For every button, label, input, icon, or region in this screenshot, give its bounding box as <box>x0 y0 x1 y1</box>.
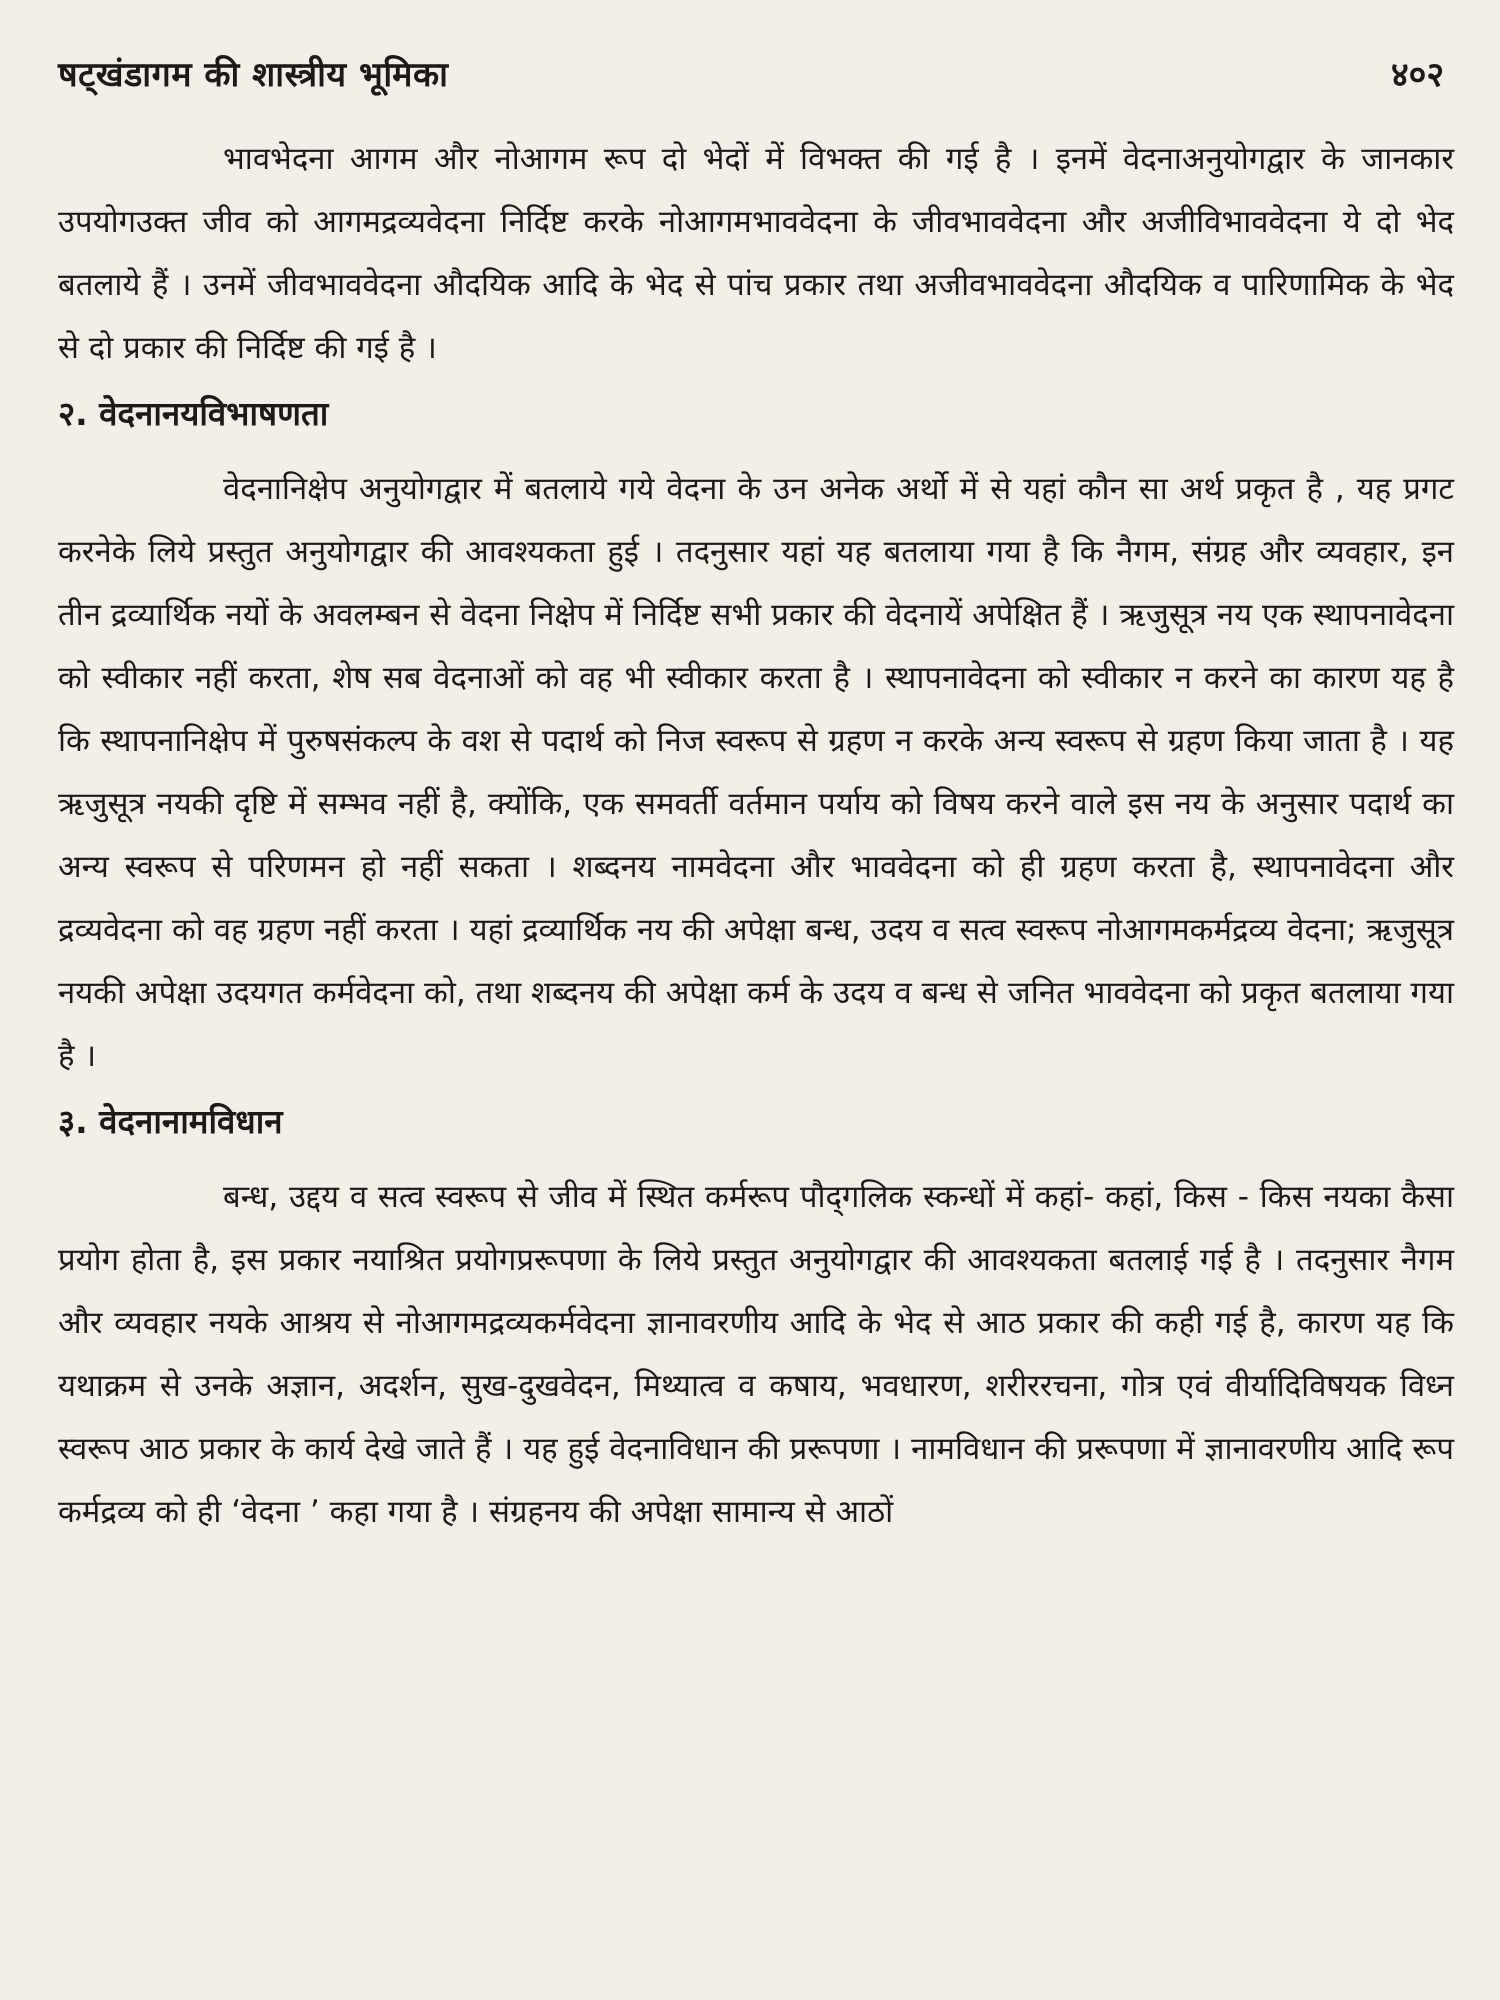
section-3-paragraph: बन्ध, उद्दय व सत्व स्वरूप से जीव में स्थित कर्मरूप पौद्‌गलिक स्कन्धों में कहां- कहां, किस - किस नयका कैसा प्रयोग होता है, इस प्रकार नयाश्रित प्रयोगप्ररूपणा के लिये प्रस्तुत अनुयोगद्वार की आवश्यकता बतलाई गई है । तदनुसार नैगम और व्यवहार नयके आश्रय से नोआगमद्रव्यकर्मवेदना ज्ञानावरणीय आदि के भेद से आठ प्रकार की कही गई है, कारण यह कि यथाक्रम से उनके अज्ञान, अदर्शन, सुख-दुखवेदन, मिथ्यात्व व कषाय, भवधारण, शरीररचना, गोत्र एवं वीर्यादिविषयक विध्न स्वरूप आठ प्रकार के कार्य देखे जाते हैं । यह हुई वेदनाविधान की प्ररूपणा । नामविधान की प्ररूपणा में ज्ञानावरणीय आदि रूप कर्मद्रव्य को ही ‘वेदना ’ कहा गया है । संग्रहनय की अपेक्षा सामान्य से आठों <box>58 1179 1454 1530</box>
intro-paragraph: भावभेदना आगम और नोआगम रूप दो भेदों में विभक्त की गई है । इनमें वेदनाअनुयोगद्वार के जानकार उपयोगउक्त जीव को आगमद्रव्यवेदना निर्दिष्ट करके नोआगमभाववेदना के जीवभाववेदना और अजीविभाववेदना ये दो भेद बतलाये हैं । उनमें जीवभाववेदना औदयिक आदि के भेद से पांच प्रकार तथा अजीवभाववेदना औदयिक व पारिणामिक के भेद से दो प्रकार की निर्दिष्ट की गई है । <box>58 141 1454 366</box>
section-2-paragraph: वेदनानिक्षेप अनुयोगद्वार में बतलाये गये वेदना के उन अनेक अर्थो में से यहां कौन सा अर्थ प्रकृत है , यह प्रगट करनेके लिये प्रस्तुत अनुयोगद्वार की आवश्यकता हुई । तदनुसार यहां यह बतलाया गया है कि नैगम, संग्रह और व्यवहार, इन तीन द्रव्यार्थिक नयों के अवलम्बन से वेदना निक्षेप में निर्दिष्ट सभी प्रकार की वेदनायें अपेक्षित हैं । ऋजुसूत्र नय एक स्थापनावेदना को स्वीकार नहीं करता, शेष सब वेदनाओं को वह भी स्वीकार करता है । स्थापनावेदना को स्वीकार न करने का कारण यह है कि स्थापनानिक्षेप में पुरुषसंकल्प के वश से पदार्थ को निज स्वरूप से ग्रहण न करके अन्य स्वरूप से ग्रहण किया जाता है । यह ऋजुसूत्र नयकी दृष्टि में सम्भव नहीं है, क्योंकि, एक समवर्ती वर्तमान पर्याय को विषय करने वाले इस नय के अनुसार पदार्थ का अन्य स्वरूप से परिणमन हो नहीं सकता । शब्दनय नामवेदना और भाववेदना को ही ग्रहण करता है, स्थापनावेदना और द्रव्यवेदना को वह ग्रहण नहीं करता । यहां द्रव्यार्थिक नय की अपेक्षा बन्ध, उदय व सत्व स्वरूप नोआगमकर्मद्रव्य वेदना; ऋजुसूत्र नयकी अपेक्षा उदयगत कर्मवेदना को, तथा शब्दनय की अपेक्षा कर्म के उदय व बन्ध से जनित भाववेदना को प्रकृत बतलाया गया है । <box>58 471 1455 1074</box>
page-number: ४०२ <box>1390 55 1444 95</box>
page-header <box>58 50 1454 110</box>
section-3-heading: ३. वेदनानामविधान <box>58 1102 283 1141</box>
section-2-heading: २. वेदनानयविभाषणता <box>58 394 329 433</box>
running-title: षट्खंडागम की शास्त्रीय भूमिका <box>58 55 449 95</box>
page-body <box>58 128 1454 1544</box>
